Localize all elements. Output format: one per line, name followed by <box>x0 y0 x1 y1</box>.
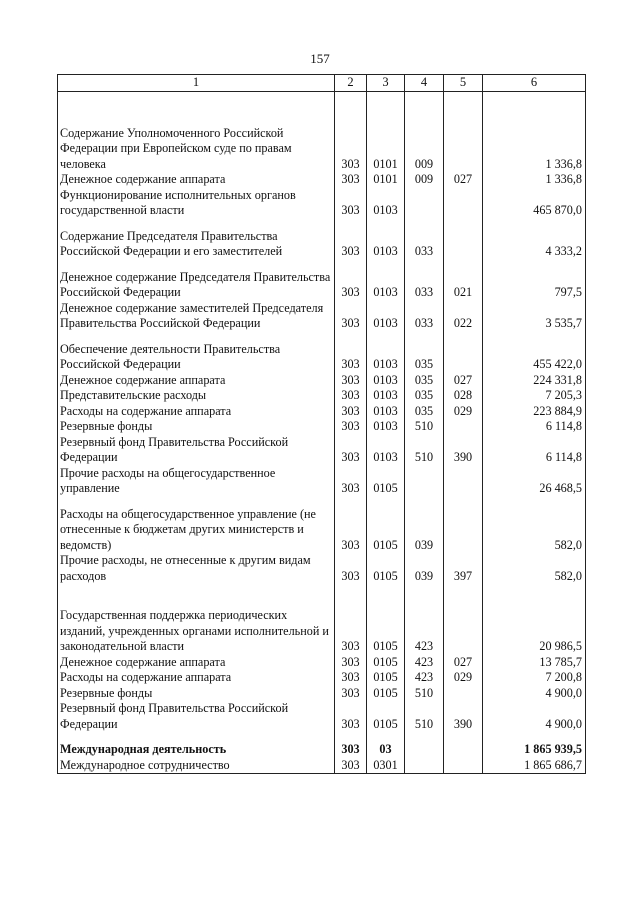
row-code-col-5: 021 <box>444 260 483 301</box>
row-code-col-4: 423 <box>405 655 444 671</box>
row-amount-cell: 6 114,8 <box>483 419 586 435</box>
row-code-col-5 <box>444 497 483 554</box>
budget-table <box>57 74 586 774</box>
row-name-cell: Расходы на общегосударственное управление (не отнесенные к бюджетам других министерств и ведомств) <box>58 497 335 554</box>
row-code-col-2: 303 <box>335 553 367 584</box>
row-amount-cell: 20 986,5 <box>483 584 586 655</box>
row-amount-cell: 6 114,8 <box>483 435 586 466</box>
row-code-col-2: 303 <box>335 584 367 655</box>
table-row <box>58 466 586 497</box>
row-amount-cell: 1 336,8 <box>483 116 586 173</box>
row-amount-cell: 13 785,7 <box>483 655 586 671</box>
row-amount-cell: 1 336,8 <box>483 172 586 188</box>
row-amount-cell: 797,5 <box>483 260 586 301</box>
row-code-col-3: 0105 <box>367 497 405 554</box>
row-code-col-3: 0105 <box>367 553 405 584</box>
row-amount-cell: 4 333,2 <box>483 219 586 260</box>
row-code-col-5 <box>444 116 483 173</box>
row-name-cell: Содержание Председателя Правительства Российской Федерации и его заместителей <box>58 219 335 260</box>
row-code-col-5: 027 <box>444 655 483 671</box>
table-row <box>58 670 586 686</box>
row-name-cell: Денежное содержание заместителей Председателя Правительства Российской Федерации <box>58 301 335 332</box>
row-name-cell: Расходы на содержание аппарата <box>58 670 335 686</box>
row-code-col-4: 039 <box>405 553 444 584</box>
row-name-cell: Расходы на содержание аппарата <box>58 404 335 420</box>
row-code-col-4: 009 <box>405 172 444 188</box>
row-code-col-3: 0103 <box>367 219 405 260</box>
row-name-cell: Денежное содержание Председателя Правительства Российской Федерации <box>58 260 335 301</box>
row-amount-cell: 1 865 939,5 <box>483 732 586 758</box>
row-code-col-4: 510 <box>405 686 444 702</box>
row-code-col-5 <box>444 219 483 260</box>
row-code-col-5 <box>444 188 483 219</box>
row-code-col-4 <box>405 732 444 758</box>
row-code-col-4: 510 <box>405 419 444 435</box>
row-code-col-3: 0103 <box>367 388 405 404</box>
row-code-col-5: 029 <box>444 670 483 686</box>
row-code-col-4: 423 <box>405 584 444 655</box>
row-code-col-4: 035 <box>405 332 444 373</box>
table-row <box>58 732 586 758</box>
row-code-col-4: 033 <box>405 301 444 332</box>
row-code-col-2: 303 <box>335 732 367 758</box>
row-amount-cell: 582,0 <box>483 497 586 554</box>
row-code-col-5: 022 <box>444 301 483 332</box>
row-code-col-5 <box>444 419 483 435</box>
row-code-col-3: 0103 <box>367 435 405 466</box>
table-row <box>58 301 586 332</box>
row-code-col-2: 303 <box>335 260 367 301</box>
row-code-col-2: 303 <box>335 188 367 219</box>
row-code-col-5: 027 <box>444 373 483 389</box>
row-code-col-5 <box>444 332 483 373</box>
row-code-col-2 <box>335 92 367 116</box>
row-code-col-3: 0103 <box>367 301 405 332</box>
row-code-col-3: 03 <box>367 732 405 758</box>
row-code-col-3: 0105 <box>367 655 405 671</box>
row-code-col-4: 510 <box>405 435 444 466</box>
row-code-col-5 <box>444 466 483 497</box>
table-row <box>58 497 586 554</box>
table-row <box>58 373 586 389</box>
row-code-col-5 <box>444 92 483 116</box>
row-name-cell: Резервный фонд Правительства Российской Федерации <box>58 435 335 466</box>
row-code-col-5: 390 <box>444 701 483 732</box>
row-code-col-3: 0105 <box>367 670 405 686</box>
row-amount-cell: 455 422,0 <box>483 332 586 373</box>
row-code-col-2: 303 <box>335 219 367 260</box>
row-code-col-5: 029 <box>444 404 483 420</box>
table-row <box>58 332 586 373</box>
row-code-col-4: 510 <box>405 701 444 732</box>
page-number: 157 <box>310 51 330 66</box>
table-row <box>58 260 586 301</box>
table-row <box>58 584 586 655</box>
table-row <box>58 655 586 671</box>
row-code-col-2: 303 <box>335 332 367 373</box>
row-name-cell <box>58 92 335 116</box>
row-name-cell: Резервные фонды <box>58 686 335 702</box>
row-amount-cell: 465 870,0 <box>483 188 586 219</box>
row-amount-cell: 1 865 686,7 <box>483 758 586 774</box>
row-amount-cell: 4 900,0 <box>483 701 586 732</box>
table-row <box>58 701 586 732</box>
header-col-5: 5 <box>444 75 483 92</box>
row-name-cell: Денежное содержание аппарата <box>58 655 335 671</box>
row-name-cell: Резервный фонд Правительства Российской Федерации <box>58 701 335 732</box>
row-code-col-2: 303 <box>335 497 367 554</box>
row-code-col-4: 035 <box>405 373 444 389</box>
row-name-cell: Содержание Уполномоченного Российской Федерации при Европейском суде по правам человека <box>58 116 335 173</box>
row-code-col-2: 303 <box>335 701 367 732</box>
row-code-col-3: 0101 <box>367 116 405 173</box>
row-code-col-2: 303 <box>335 388 367 404</box>
table-row <box>58 172 586 188</box>
row-code-col-3: 0105 <box>367 686 405 702</box>
row-code-col-3: 0103 <box>367 373 405 389</box>
row-code-col-5 <box>444 584 483 655</box>
table-body <box>58 92 586 774</box>
row-code-col-5 <box>444 686 483 702</box>
row-code-col-2: 303 <box>335 172 367 188</box>
row-name-cell: Прочие расходы, не отнесенные к другим видам расходов <box>58 553 335 584</box>
header-row <box>58 75 586 92</box>
row-code-col-3: 0103 <box>367 260 405 301</box>
row-code-col-3 <box>367 92 405 116</box>
row-code-col-4: 039 <box>405 497 444 554</box>
row-code-col-5: 397 <box>444 553 483 584</box>
row-code-col-2: 303 <box>335 670 367 686</box>
row-amount-cell: 224 331,8 <box>483 373 586 389</box>
row-code-col-2: 303 <box>335 655 367 671</box>
row-code-col-3: 0301 <box>367 758 405 774</box>
row-code-col-5: 027 <box>444 172 483 188</box>
table-row <box>58 435 586 466</box>
row-code-col-2: 303 <box>335 373 367 389</box>
row-code-col-4: 009 <box>405 116 444 173</box>
row-name-cell: Представительские расходы <box>58 388 335 404</box>
table-row <box>58 553 586 584</box>
header-col-2: 2 <box>335 75 367 92</box>
row-code-col-3: 0101 <box>367 172 405 188</box>
table-row <box>58 92 586 116</box>
row-amount-cell: 7 205,3 <box>483 388 586 404</box>
table-row <box>58 388 586 404</box>
row-code-col-2: 303 <box>335 758 367 774</box>
table-row <box>58 219 586 260</box>
row-code-col-3: 0105 <box>367 584 405 655</box>
row-code-col-2: 303 <box>335 435 367 466</box>
header-col-6: 6 <box>483 75 586 92</box>
row-name-cell: Обеспечение деятельности Правительства Российской Федерации <box>58 332 335 373</box>
row-code-col-4: 035 <box>405 388 444 404</box>
table-row <box>58 686 586 702</box>
row-amount-cell: 4 900,0 <box>483 686 586 702</box>
row-name-cell: Денежное содержание аппарата <box>58 172 335 188</box>
row-code-col-2: 303 <box>335 116 367 173</box>
table-row <box>58 188 586 219</box>
row-code-col-2: 303 <box>335 301 367 332</box>
row-code-col-5: 390 <box>444 435 483 466</box>
row-code-col-4: 423 <box>405 670 444 686</box>
row-name-cell: Прочие расходы на общегосударственное управление <box>58 466 335 497</box>
row-amount-cell <box>483 92 586 116</box>
row-code-col-5 <box>444 758 483 774</box>
row-code-col-5 <box>444 732 483 758</box>
row-amount-cell: 223 884,9 <box>483 404 586 420</box>
row-code-col-3: 0105 <box>367 466 405 497</box>
row-code-col-2: 303 <box>335 686 367 702</box>
table-row <box>58 758 586 774</box>
row-code-col-3: 0103 <box>367 419 405 435</box>
row-amount-cell: 7 200,8 <box>483 670 586 686</box>
row-name-cell: Государственная поддержка периодических изданий, учрежденных органами исполнительной и законодательной власти <box>58 584 335 655</box>
row-name-cell: Международная деятельность <box>58 732 335 758</box>
row-name-cell: Функционирование исполнительных органов государственной власти <box>58 188 335 219</box>
row-code-col-2: 303 <box>335 466 367 497</box>
table-row <box>58 419 586 435</box>
row-name-cell: Денежное содержание аппарата <box>58 373 335 389</box>
header-col-4: 4 <box>405 75 444 92</box>
row-amount-cell: 26 468,5 <box>483 466 586 497</box>
row-code-col-3: 0103 <box>367 188 405 219</box>
row-code-col-4 <box>405 758 444 774</box>
row-amount-cell: 3 535,7 <box>483 301 586 332</box>
row-code-col-4 <box>405 466 444 497</box>
row-code-col-5: 028 <box>444 388 483 404</box>
table-row <box>58 404 586 420</box>
header-col-1: 1 <box>58 75 335 92</box>
row-code-col-2: 303 <box>335 419 367 435</box>
row-code-col-3: 0103 <box>367 404 405 420</box>
row-code-col-3: 0105 <box>367 701 405 732</box>
row-name-cell: Резервные фонды <box>58 419 335 435</box>
header-col-3: 3 <box>367 75 405 92</box>
row-code-col-2: 303 <box>335 404 367 420</box>
row-code-col-4: 033 <box>405 260 444 301</box>
table-row <box>58 116 586 173</box>
row-code-col-4 <box>405 92 444 116</box>
row-name-cell: Международное сотрудничество <box>58 758 335 774</box>
row-code-col-3: 0103 <box>367 332 405 373</box>
row-code-col-4 <box>405 188 444 219</box>
row-code-col-4: 033 <box>405 219 444 260</box>
row-code-col-4: 035 <box>405 404 444 420</box>
row-amount-cell: 582,0 <box>483 553 586 584</box>
